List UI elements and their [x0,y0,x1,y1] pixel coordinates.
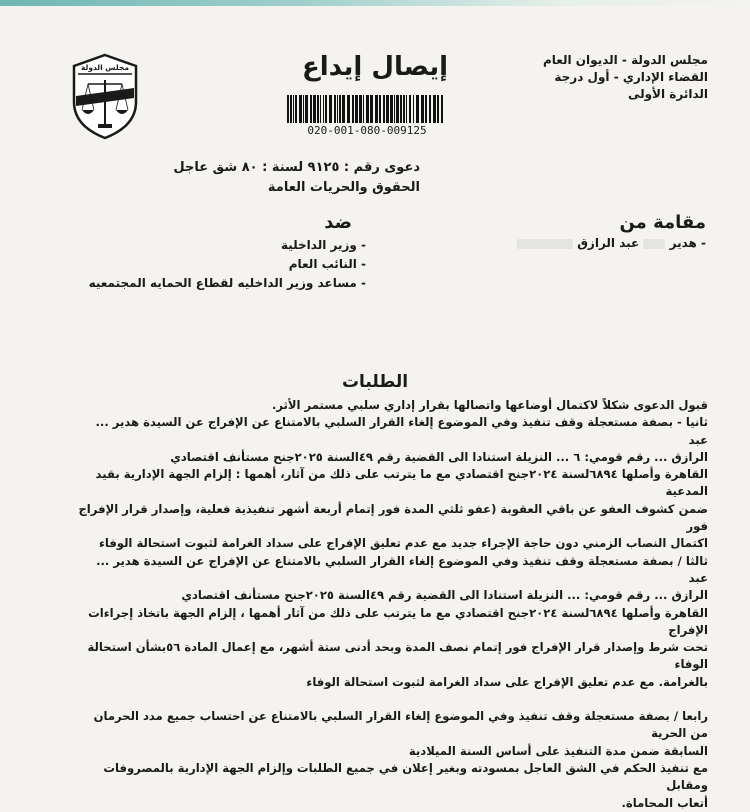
barcode-bar [355,95,358,123]
barcode-bar [400,95,402,123]
case-info [173,158,420,198]
plaintiff-name-prefix: - هدير [669,236,706,250]
request-line: الرازق ... رقم قومي: ... النزيلة استنادا الى القضية رقم ٤٩السنة ٢٠٢٥جنح مستأنف اقتصادي [181,588,708,603]
authority-line: مجلس الدولة - الديوان العام [542,53,708,67]
barcode-bar [363,95,364,123]
barcode-bar [409,95,411,123]
requests-body [78,397,708,812]
defendant-item: - النائب العام [288,257,366,271]
requests-heading: الطلبات [341,372,409,392]
barcode-bar [429,95,431,123]
barcode-bar [303,95,304,123]
issuing-authority [543,52,708,103]
plaintiff-heading: مقامة من [619,212,706,233]
barcode-bar [437,95,439,123]
barcode-bar [441,95,443,123]
defendants-heading: ضد [324,212,352,233]
authority-line: الدائرة الأولى [627,87,708,101]
request-line: اكتمال النصاب الزمني دون حاجة الإجراء جديد مع عدم تعليق الإفراج على سداد الغرامة لثبوت استحالة الوفاء [98,536,708,551]
emblem-text: مجلس الدولة [80,63,130,72]
barcode-bar [379,95,381,123]
barcode-bar [295,95,297,123]
barcode-bar [425,95,427,123]
barcode-bar [366,95,369,123]
barcode-bar [325,95,327,123]
request-line: الرازق ... رقم قومي: ٦ ... النزيلة استنادا الى القضية رقم ٤٩السنة ٢٠٢٥جنح مستأنف اقتصادي [170,449,708,464]
receipt-title: إيصال إيداع [301,52,449,82]
barcode-number: 020-001-080-009125 [307,124,427,137]
barcode-bar [334,95,336,123]
barcode-bar [342,95,345,123]
defendants-list [89,236,366,293]
request-line: القاهرة وأصلها ٦٨٩٤لسنة ٢٠٢٤جنح اقتصادي مع ما يترتب على ذلك من آثار أهمها ، إلزام الجهة باتخاذ إجراءات الإفراج [88,605,708,637]
barcode-bar [337,95,338,123]
barcode-bar [403,95,405,123]
request-line: رابعا / بصفة مستعجلة وقف تنفيذ وفي الموضوع إلغاء القرار السلبي بالامتناع عن احتساب جميع مدد الحرمان من الحرية [93,709,708,741]
plaintiff-name-mid: عبد الرازق [577,236,640,250]
barcode-bar [386,95,389,123]
request-line: السابقة ضمن مدة التنفيذ على أساس السنة الميلادية [408,743,708,758]
barcode-bar [406,95,407,123]
request-line: تحت شرط وإصدار قرار الإفراج فور إتمام نصف المدة وبحد أدنى ستة أشهر، مع إعمال المادة ٥٦بشأن استحالة الوفاء [87,640,708,672]
barcode-bar [290,95,292,123]
barcode-bar [287,95,289,123]
request-line: ثانيا - بصفة مستعجلة وقف تنفيذ وفي الموضوع إلغاء القرار السلبي بالامتناع عن الإفراج عن السيدة هدير ... عبد [95,415,708,447]
barcode-icon [287,95,447,123]
barcode-bar [421,95,424,123]
case-number: دعوى رقم : ٩١٢٥ لسنة : ٨٠ شق عاجل [173,160,420,175]
barcode-bar [323,95,324,123]
authority-line: القضاء الإداري - أول درجة [554,70,708,84]
barcode-bar [370,95,373,123]
barcode-bar [313,95,316,123]
barcode-bar [352,95,354,123]
request-line: ضمن كشوف العفو عن باقي العقوبة (عفو ثلثي المدة فور إتمام أربعة أشهر تنفيذية فعلية، وإصدار قرار الإفراج فور [78,501,708,534]
barcode-bar [329,95,332,123]
barcode-bar [359,95,362,123]
barcode-bar [299,95,302,123]
barcode-bar [390,95,393,123]
barcode-bar [293,95,294,123]
defendant-item: - وزير الداخلية [280,238,366,252]
request-line: بالغرامة. مع عدم تعليق الإفراج على سداد الغرامة لثبوت استحالة الوفاء [306,674,708,689]
redacted-text [643,239,665,249]
barcode-bar [317,95,319,123]
barcode-bar [396,95,399,123]
case-circuit: الحقوق والحريات العامة [267,180,420,195]
barcode-bar [413,95,414,123]
barcode-bar [383,95,385,123]
barcode-bar [320,95,321,123]
paragraph-gap [78,691,708,708]
barcode-bar [375,95,378,123]
plaintiff-name [517,236,706,250]
barcode-bar [339,95,341,123]
barcode-bar [347,95,350,123]
barcode-bar [416,95,419,123]
state-council-emblem-icon [70,52,140,140]
barcode-bar [310,95,312,123]
barcode-bar [433,95,436,123]
request-line: ثالثا / بصفة مستعجلة وقف تنفيذ وفي الموضوع إلغاء القرار السلبي بالامتناع عن الإفراج عن السيدة هدير ... عبد [96,553,708,585]
request-line: أتعاب المحاماة. [621,795,708,810]
redacted-text [517,239,573,249]
scan-edge [0,0,750,6]
request-line: القاهرة وأصلها ٦٨٩٤لسنة ٢٠٢٤جنح اقتصادي مع ما يترتب على ذلك من آثار، أهمها : إلزام الجهة الإدارية بقيد المدعية [95,467,708,499]
barcode-bar [305,95,308,123]
request-line: قبول الدعوى شكلاً لاكتمال أوضاعها واتصالها بقرار إداري سلبي مستمر الأثر. [271,398,708,412]
request-line: مع تنفيذ الحكم في الشق العاجل بمسودته وبغير إعلان في جميع الطلبات وإلزام الجهة الإدارية بالمصروفات ومقابل [103,760,708,793]
defendant-item: - مساعد وزير الداخليه لقطاع الحمايه المجتمعيه [88,276,366,290]
barcode-bar [394,95,395,123]
